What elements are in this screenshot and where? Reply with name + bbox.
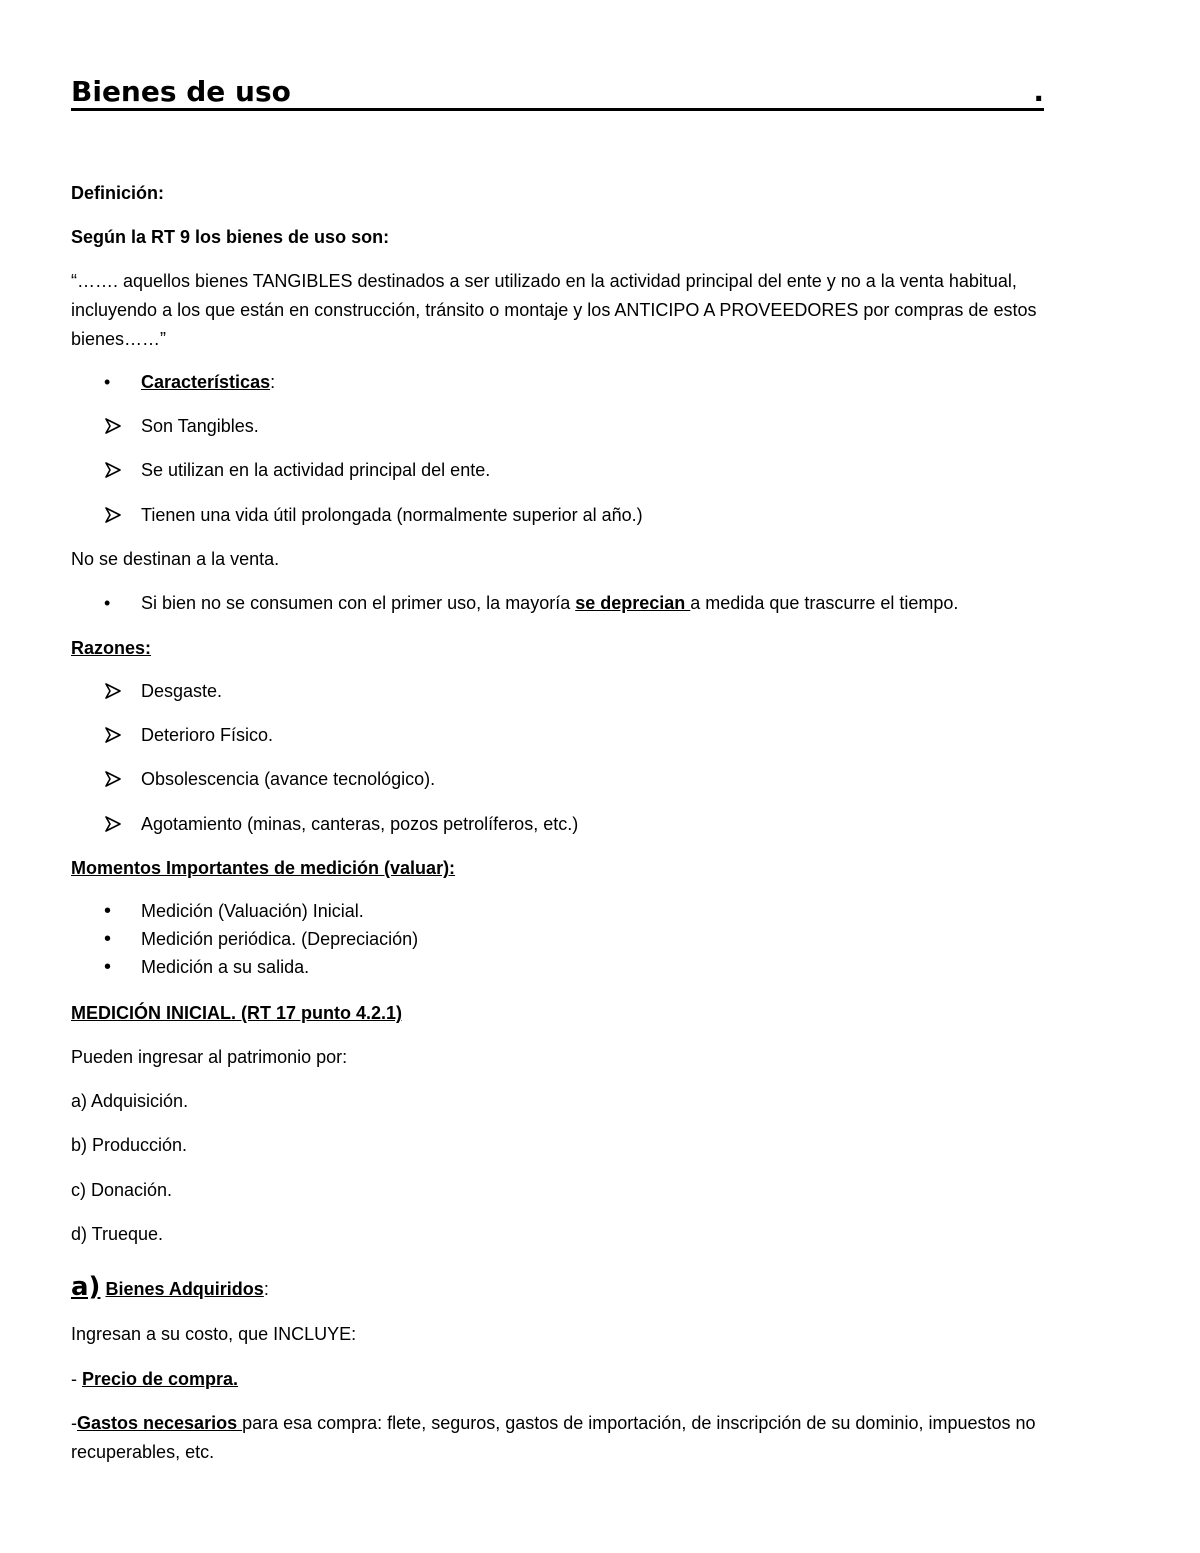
momento-item: Medición (Valuación) Inicial. [141,901,364,921]
quote-line-2: incluyendo a los que están en construcción, tránsito o montaje y los ANTICIPO A PROVEEDORES por compras de estos [71,300,1037,320]
arrow-bullet-icon [104,683,122,699]
definicion-label: Definición: [71,183,164,203]
ingreso-item: b) Producción. [71,1135,188,1155]
caracteristicas-heading [141,371,275,393]
precio-compra-label: Precio de compra. [82,1369,239,1389]
arrow-bullet-icon [104,727,122,743]
bienes-adquiridos-letter: a) [71,1272,101,1302]
razon-item: Obsolescencia (avance tecnológico). [141,769,436,789]
momento-item: Medición periódica. (Depreciación) [141,929,419,949]
deprecian-line [141,592,958,614]
ingreso-item: a) Adquisición. [71,1091,189,1111]
razon-item: Desgaste. [141,681,223,701]
bullet-dot-icon: • [104,593,111,613]
bullet-dot-icon: • [104,900,112,922]
arrow-bullet-icon [104,771,122,787]
bienes-adquiridos-heading [71,1272,269,1304]
medicion-inicial-label: MEDICIÓN INICIAL. (RT 17 punto 4.2.1) [71,1003,403,1023]
quote-line-3: bienes……” [71,329,167,349]
deprecian-before: Si bien no se consumen con el primer uso, la mayoría [141,593,576,613]
title-row [71,76,1044,111]
razon-item: Agotamiento (minas, canteras, pozos petrolíferos, etc.) [141,814,579,834]
caracteristicas-colon: : [270,372,276,392]
momento-item: Medición a su salida. [141,957,310,977]
quote-line-1: “……. aquellos bienes TANGIBLES destinados a ser utilizado en la actividad principal del ente y no a la venta habitual, [71,271,1017,291]
precio-dash: - [71,1369,82,1389]
arrow-bullet-icon [104,507,122,523]
bullet-dot-icon: • [104,372,111,392]
caracteristica-item: Tienen una vida útil prolongada (normalmente superior al año.) [141,505,643,525]
razon-item: Deterioro Físico. [141,725,274,745]
gastos-line-2: recuperables, etc. [71,1442,215,1462]
bienes-adquiridos-label: Bienes Adquiridos [105,1279,264,1299]
momentos-label: Momentos Importantes de medición (valuar): [71,858,456,878]
razones-label: Razones: [71,638,152,658]
caracteristica-item: Se utilizan en la actividad principal del ente. [141,460,491,480]
caracteristicas-label: Características [141,372,271,392]
pueden-ingresar: Pueden ingresar al patrimonio por: [71,1047,348,1067]
deprecian-after: a medida que trascurre el tiempo. [690,593,959,613]
gastos-dash: - [71,1413,77,1433]
deprecian-underlined: se deprecian [575,593,691,613]
arrow-bullet-icon [104,816,122,832]
precio-compra-line [71,1368,238,1390]
bienes-adquiridos-colon: : [263,1279,269,1299]
gastos-rest: para esa compra: flete, seguros, gastos de importación, de inscripción de su dominio, impuestos no [242,1413,1036,1433]
gastos-line-1 [71,1412,1036,1434]
ingresan-costo: Ingresan a su costo, que INCLUYE: [71,1324,357,1344]
arrow-bullet-icon [104,462,122,478]
no-venta: No se destinan a la venta. [71,549,280,569]
ingreso-item: c) Donación. [71,1180,173,1200]
title-dot: . [1033,75,1044,108]
gastos-label: Gastos necesarios [77,1413,243,1433]
page-title: Bienes de uso [71,75,291,108]
segun-rt9: Según la RT 9 los bienes de uso son: [71,227,390,247]
bullet-dot-icon: • [104,956,112,978]
ingreso-item: d) Trueque. [71,1224,164,1244]
bullet-dot-icon: • [104,928,112,950]
arrow-bullet-icon [104,418,122,434]
caracteristica-item: Son Tangibles. [141,416,259,436]
